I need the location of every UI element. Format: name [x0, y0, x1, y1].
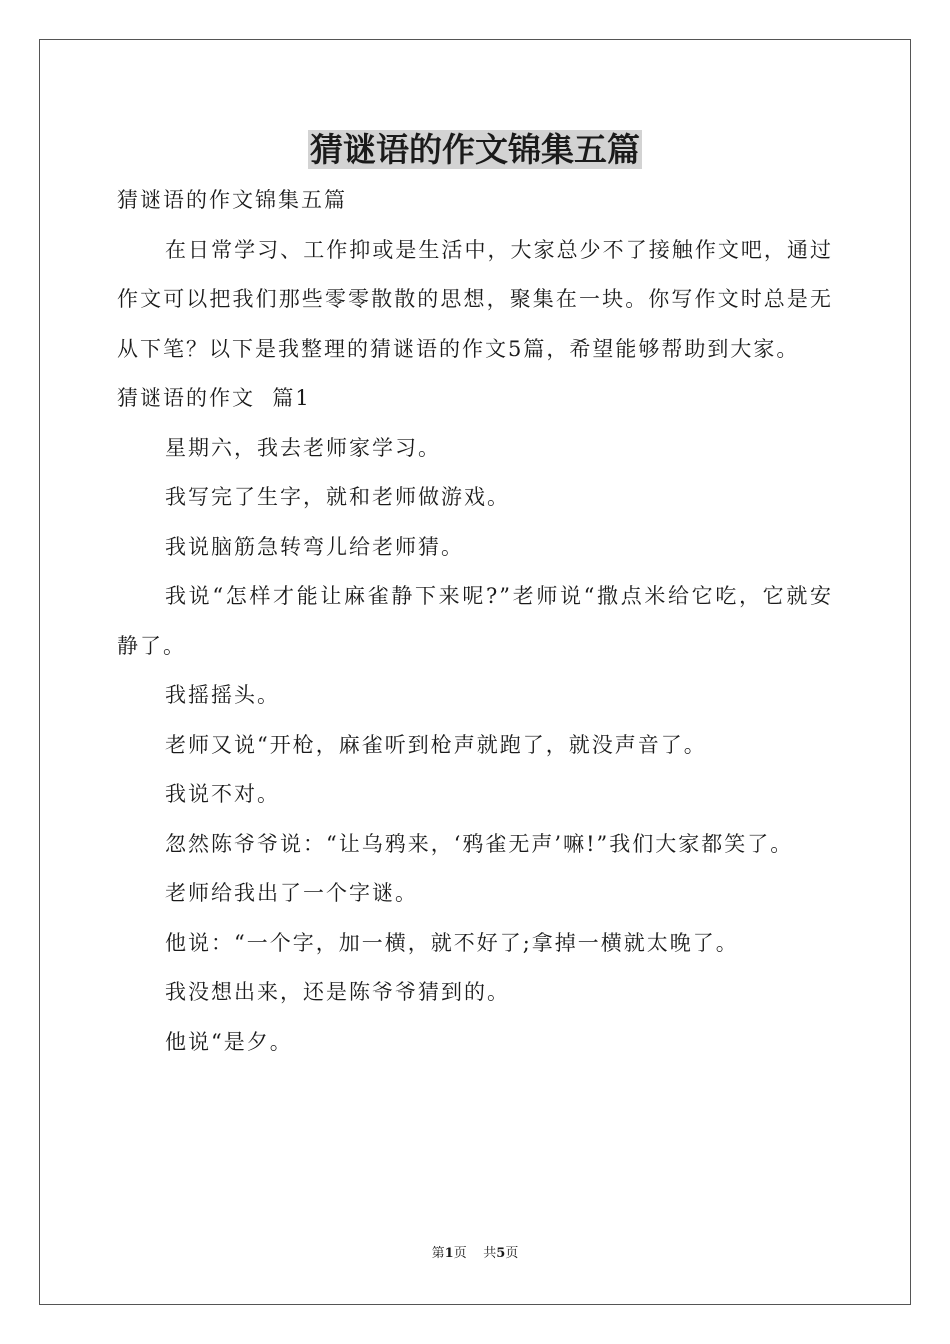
section-heading: 猜谜语的作文 篇1 [117, 386, 311, 410]
document-title [0, 127, 950, 173]
page-current: 1 [444, 1246, 454, 1261]
paragraph-4: 我说“怎样才能让麻雀静下来呢?”老师说“撒点米给它吃，它就安静了。 [117, 584, 833, 658]
page-total: 5 [496, 1246, 506, 1261]
total-prefix: 共 [483, 1246, 497, 1261]
paragraph-6: 老师又说“开枪，麻雀听到枪声就跑了，就没声音了。 [165, 732, 707, 757]
paragraph-9: 老师给我出了一个字谜。 [165, 881, 418, 905]
intro-paragraph: 在日常学习、工作抑或是生活中，大家总少不了接触作文吧，通过作文可以把我们那些零零散散的思想，聚集在一块。你写作文时总是无从下笔？以下是我整理的猜谜语的作文5篇，希望能够帮助到大家。 [117, 237, 833, 361]
paragraph-12: 他说“是夕。 [165, 1029, 293, 1054]
page-footer [0, 1244, 950, 1264]
paragraph-10: 他说：“一个字，加一横，就不好了;拿掉一横就太晚了。 [165, 930, 739, 955]
paragraph-5: 我摇摇头。 [165, 683, 280, 707]
total-suffix: 页 [505, 1246, 519, 1261]
paragraph-3: 我说脑筋急转弯儿给老师猜。 [165, 534, 464, 559]
paragraph-7: 我说不对。 [165, 782, 280, 806]
page-suffix: 页 [453, 1246, 467, 1261]
paragraph-1: 星期六，我去老师家学习。 [165, 435, 441, 460]
paragraph-2: 我写完了生字，就和老师做游戏。 [165, 485, 510, 509]
paragraph-8: 忽然陈爷爷说：“让乌鸦来，‘鸦雀无声’嘛!”我们大家都笑了。 [165, 831, 794, 856]
document-body [117, 176, 833, 1067]
paragraph-11: 我没想出来，还是陈爷爷猜到的。 [165, 980, 510, 1004]
page-prefix: 第 [431, 1246, 445, 1261]
title-text: 猜谜语的作文锦集五篇 [310, 130, 640, 169]
subtitle: 猜谜语的作文锦集五篇 [117, 188, 347, 212]
